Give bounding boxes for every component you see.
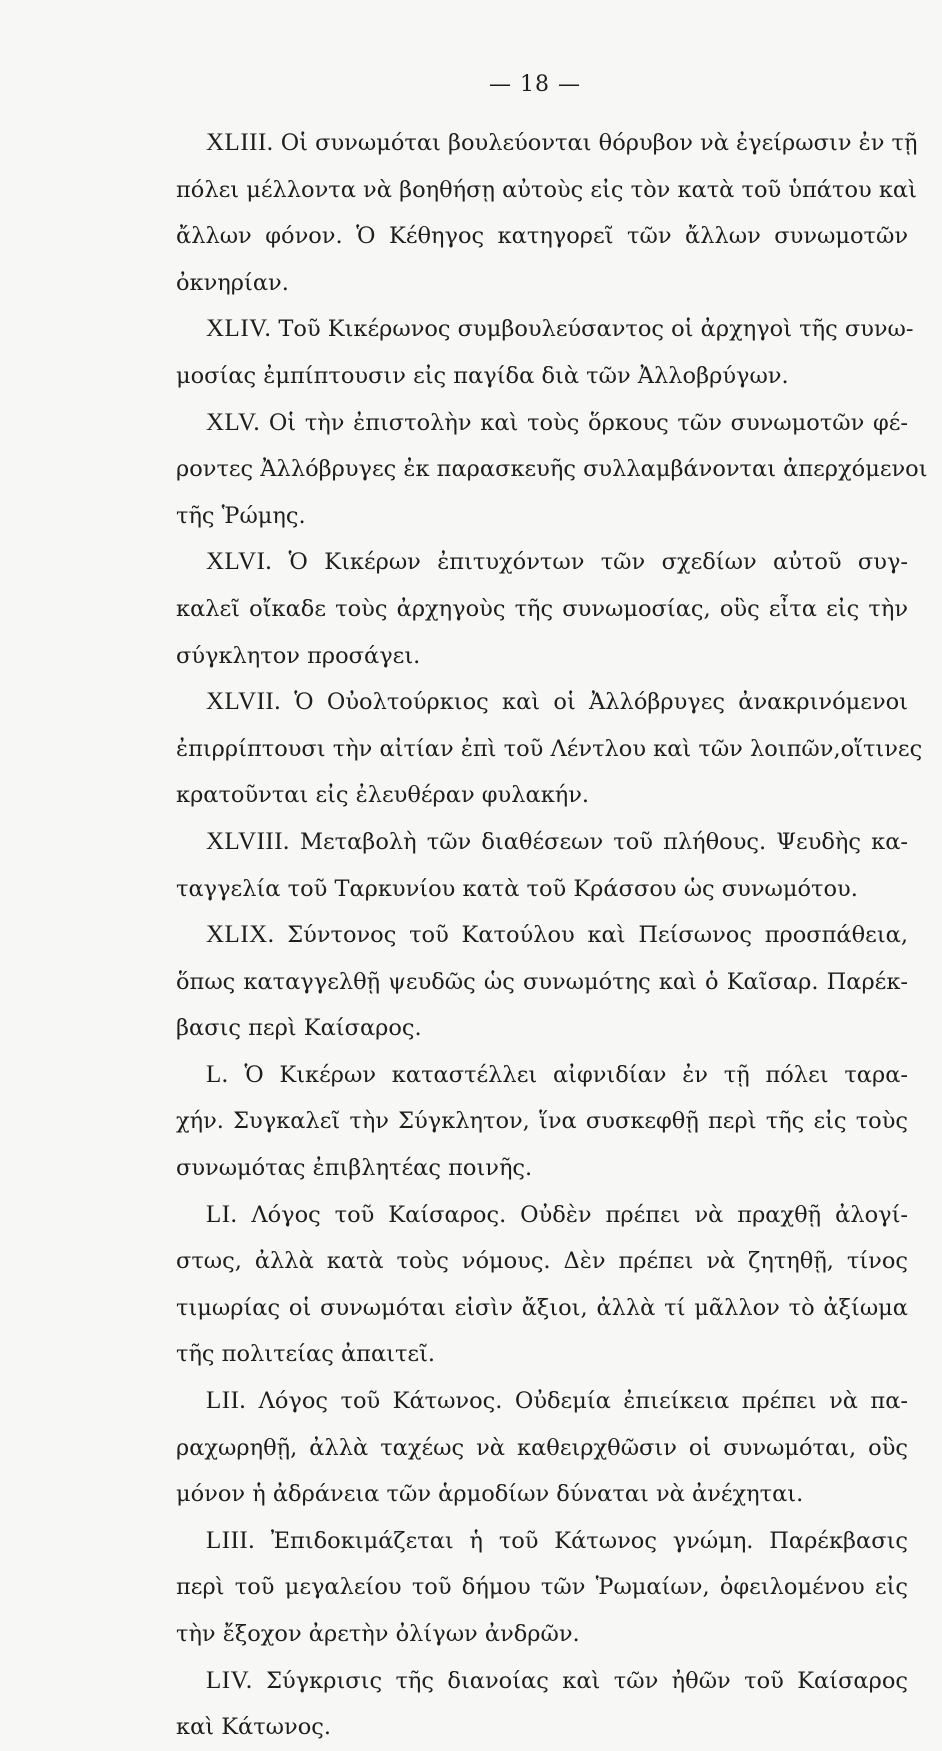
section-text: καὶ Κάτωνος.: [176, 1714, 332, 1741]
section-text: κρατοῦνται εἰς ἐλευθέραν φυλακήν.: [176, 782, 590, 809]
section-entry-line: [176, 1005, 908, 1052]
section-entry-line: [176, 1704, 908, 1751]
section-numeral: LI.: [206, 1200, 238, 1228]
section-entry-line: [176, 1098, 908, 1145]
section-numeral: XLIV.: [206, 315, 272, 343]
section-entry-first-line: [176, 120, 918, 167]
section-text: Σύγκρισις τῆς διανοίας καὶ τῶν ἠθῶν τοῦ Καίσαρος: [266, 1667, 909, 1694]
section-text: ὅπως καταγγελθῇ ψευδῶς ὡς συνωμότης καὶ ὁ Καῖσαρ. Παρέκ-: [176, 968, 908, 995]
section-entry-line: [176, 167, 917, 214]
section-entry-first-line: [176, 539, 908, 586]
section-text: τιμωρίας οἱ συνωμόται εἰσὶν ἄξιοι, ἀλλὰ τί μᾶλλον τὸ ἀξίωμα: [176, 1294, 908, 1321]
section-entry-line: [176, 1285, 908, 1332]
section-text: τὴν ἔξοχον ἀρετὴν ὀλίγων ἀνδρῶν.: [176, 1621, 580, 1647]
section-entry-line: [176, 353, 908, 400]
section-entry-line: [176, 1238, 908, 1285]
section-numeral: XLIX.: [206, 921, 275, 949]
section-text: χήν. Συγκαλεῖ τὴν Σύγκλητον, ἵνα συσκεφθῇ περὶ τῆς εἰς τοὺς: [176, 1108, 908, 1135]
section-text: Ὁ Κικέρων ἐπιτυχόντων τῶν σχεδίων αὐτοῦ συγ-: [288, 549, 908, 576]
section-text: ταγγελία τοῦ Ταρκυνίου κατὰ τοῦ Κράσσου ὡς συνωμότου.: [176, 875, 858, 902]
section-text: μοσίας ἐμπίπτουσιν εἰς παγίδα διὰ τῶν Ἀλλοβρύγων.: [176, 362, 789, 389]
section-entry-line: [176, 586, 908, 633]
section-entry-line: [176, 1145, 908, 1192]
section-entry-first-line: [176, 1052, 908, 1099]
section-entry-first-line: [176, 400, 908, 447]
section-entry-line: [176, 213, 908, 260]
section-text: καλεῖ οἴκαδε τοὺς ἀρχηγοὺς τῆς συνωμοσίας, οὓς εἶτα εἰς τὴν: [176, 595, 908, 622]
section-entry-first-line: [176, 1518, 908, 1565]
section-text: βασις περὶ Καίσαρος.: [176, 1015, 422, 1042]
section-entry-line: [176, 726, 923, 773]
section-text: ἐπιρρίπτουσι τὴν αἰτίαν ἐπὶ τοῦ Λέντλου καὶ τῶν λοιπῶν,οἵτινες: [176, 735, 923, 762]
section-text: Ὁ Οὐολτούρκιος καὶ οἱ Ἀλλόβρυγες ἀνακρινόμενοι: [294, 689, 908, 716]
section-text: Σύντονος τοῦ Κατούλου καὶ Πείσωνος προσπάθεια,: [287, 922, 908, 949]
section-text: Οἱ συνωμόται βουλεύονται θόρυβον νὰ ἐγείρωσιν ἐν τῇ: [280, 130, 918, 156]
section-entry-line: [176, 1471, 908, 1518]
section-numeral: XLV.: [206, 408, 261, 436]
section-text: πόλει μέλλοντα νὰ βοηθήσῃ αὐτοὺς εἰς τὸν κατὰ τοῦ ὑπάτου καὶ: [176, 176, 917, 203]
section-text: σύγκλητον προσάγει.: [176, 642, 421, 669]
section-text: τῆς πολιτείας ἀπαιτεῖ.: [176, 1341, 436, 1368]
table-of-contents: [176, 120, 928, 1751]
section-text: τῆς Ῥώμης.: [176, 502, 306, 529]
section-text: ραχωρηθῇ, ἀλλὰ ταχέως νὰ καθειρχθῶσιν οἱ συνωμόται, οὓς: [176, 1434, 908, 1461]
section-text: Τοῦ Κικέρωνος συμβουλεύσαντος οἱ ἀρχηγοὶ τῆς συνω-: [278, 316, 914, 343]
section-text: Ὁ Κικέρων καταστέλλει αἰφνιδίαν ἐν τῇ πόλει ταρα-: [244, 1061, 908, 1088]
section-entry-line: [176, 866, 908, 913]
section-text: Μεταβολὴ τῶν διαθέσεων τοῦ πλήθους. Ψευδὴς κα-: [299, 828, 908, 855]
section-entry-line: [176, 493, 908, 540]
section-entry-line: [176, 1564, 908, 1611]
section-text: Λόγος τοῦ Κάτωνος. Οὐδεμία ἐπιείκεια πρέπει νὰ πα-: [258, 1388, 908, 1415]
section-entry-line: [176, 772, 908, 819]
section-numeral: LII.: [206, 1387, 247, 1415]
section-entry-first-line: [176, 1192, 908, 1239]
section-text: Ἐπιδοκιμάζεται ἡ τοῦ Κάτωνος γνώμη. Παρέκβασις: [270, 1527, 909, 1554]
section-entry-first-line: [176, 679, 908, 726]
section-entry-line: [176, 446, 928, 493]
section-entry-first-line: [176, 912, 908, 959]
section-entry-first-line: [176, 306, 914, 353]
section-entry-line: [176, 1611, 908, 1658]
section-numeral: LIII.: [206, 1526, 255, 1554]
section-numeral: XLVIII.: [206, 827, 290, 855]
section-entry-line: [176, 633, 908, 680]
section-text: Λόγος τοῦ Καίσαρος. Οὐδὲν πρέπει νὰ πραχθῇ ἀλογί-: [251, 1201, 908, 1228]
section-text: στως, ἀλλὰ κατὰ τοὺς νόμους. Δὲν πρέπει νὰ ζητηθῇ, τίνος: [176, 1248, 908, 1275]
section-text: μόνον ἡ ἀδράνεια τῶν ἁρμοδίων δύναται νὰ ἀνέχηται.: [176, 1481, 804, 1508]
section-entry-line: [176, 260, 908, 307]
section-numeral: XLVII.: [206, 688, 281, 716]
section-numeral: XLIII.: [206, 129, 274, 156]
section-entry-line: [176, 959, 908, 1006]
section-text: περὶ τοῦ μεγαλείου τοῦ δήμου τῶν Ῥωμαίων, ὀφειλομένου εἰς: [176, 1574, 908, 1601]
section-entry-line: [176, 1331, 908, 1378]
section-numeral: L.: [206, 1060, 229, 1088]
page-number: — 18 —: [489, 72, 581, 97]
section-text: ροντες Ἀλλόβρυγες ἐκ παρασκευῆς συλλαμβάνονται ἀπερχόμενοι: [176, 456, 928, 483]
section-text: ἄλλων φόνον. Ὁ Κέθηγος κατηγορεῖ τῶν ἄλλων συνωμοτῶν: [176, 223, 908, 250]
section-text: συνωμότας ἐπιβλητέας ποινῆς.: [176, 1155, 533, 1182]
section-text: ὀκνηρίαν.: [176, 269, 289, 296]
section-numeral: XLVI.: [206, 548, 273, 576]
section-entry-first-line: [176, 1378, 908, 1425]
section-text: Οἱ τὴν ἐπιστολὴν καὶ τοὺς ὅρκους τῶν συνωμοτῶν φέ-: [268, 409, 909, 436]
section-numeral: LIV.: [206, 1666, 253, 1694]
section-entry-line: [176, 1425, 908, 1472]
section-entry-first-line: [176, 1658, 908, 1705]
section-entry-first-line: [176, 819, 908, 866]
